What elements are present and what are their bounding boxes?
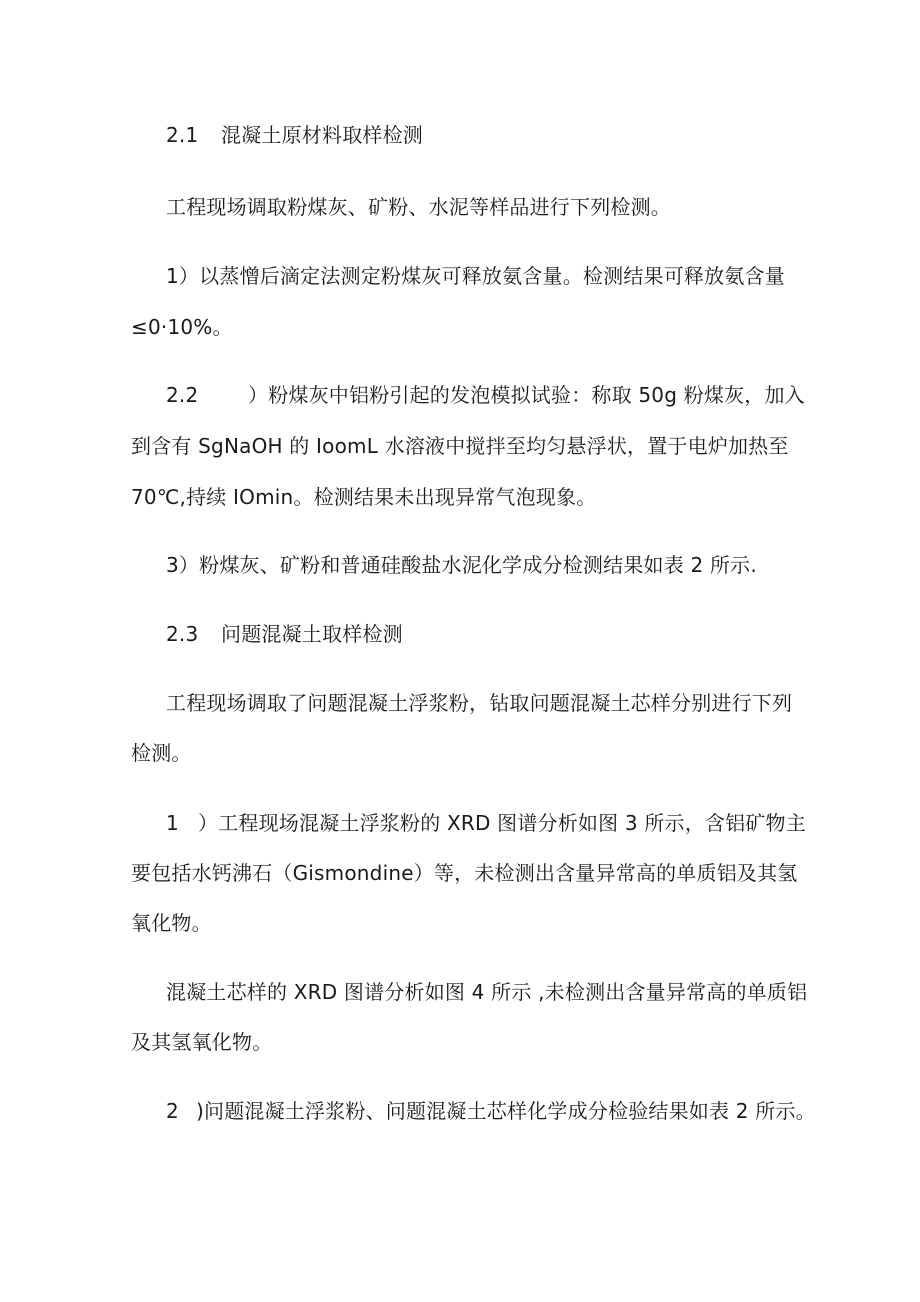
section-number: 2.2 bbox=[166, 383, 199, 407]
paragraph-core-line-2: 及其氢氧化物。 bbox=[131, 1030, 273, 1054]
section-heading-2-1 bbox=[166, 122, 423, 148]
item-1b-line-1 bbox=[166, 810, 806, 836]
section-2-2-line-1 bbox=[166, 382, 805, 408]
paragraph-core-line-1: 混凝土芯样的 XRD 图谱分析如图 4 所示 ,未检测出含量异常高的单质铝 bbox=[166, 980, 808, 1004]
item-number: 2 bbox=[166, 1099, 179, 1123]
section-number: 2.1 bbox=[166, 123, 199, 147]
item-1b-line-3: 氧化物。 bbox=[131, 911, 212, 935]
section-2-2-line-3: 70℃,持续 IOmin。检测结果未出现异常气泡现象。 bbox=[131, 485, 597, 509]
item-3: 3）粉煤灰、矿粉和普通硅酸盐水泥化学成分检测结果如表 2 所示. bbox=[166, 553, 757, 577]
section-number: 2.3 bbox=[166, 622, 199, 646]
item-1b-line-2: 要包括水钙沸石（Gismondine）等，未检测出含量异常高的单质铝及其氢 bbox=[131, 861, 798, 885]
item-1-line-2: ≤0·10%。 bbox=[131, 315, 233, 339]
item-number: 1 bbox=[166, 811, 179, 835]
item-text: ）工程现场混凝土浮浆粉的 XRD 图谱分析如图 3 所示，含铝矿物主 bbox=[198, 811, 806, 835]
section-2-2-text: ）粉煤灰中铝粉引起的发泡模拟试验：称取 50g 粉煤灰，加入 bbox=[248, 383, 805, 407]
paragraph-intro-2-line-2: 检测。 bbox=[131, 741, 192, 765]
item-2b-line-1 bbox=[166, 1098, 816, 1124]
section-2-2-line-2: 到含有 SgNaOH 的 IoomL 水溶液中搅拌至均匀悬浮状，置于电炉加热至 bbox=[131, 434, 789, 458]
item-text: )问题混凝土浮浆粉、问题混凝土芯样化学成分检验结果如表 2 所示。 bbox=[196, 1099, 816, 1123]
item-1-line-1: 1）以蒸憎后滴定法测定粉煤灰可释放氨含量。检测结果可释放氨含量 bbox=[166, 264, 785, 288]
section-title: 问题混凝土取样检测 bbox=[221, 622, 403, 646]
paragraph-intro: 工程现场调取粉煤灰、矿粉、水泥等样品进行下列检测。 bbox=[166, 195, 671, 219]
section-heading-2-3 bbox=[166, 621, 403, 647]
paragraph-intro-2-line-1: 工程现场调取了问题混凝土浮浆粉，钻取问题混凝土芯样分别进行下列 bbox=[166, 691, 793, 715]
section-title: 混凝土原材料取样检测 bbox=[221, 123, 423, 147]
